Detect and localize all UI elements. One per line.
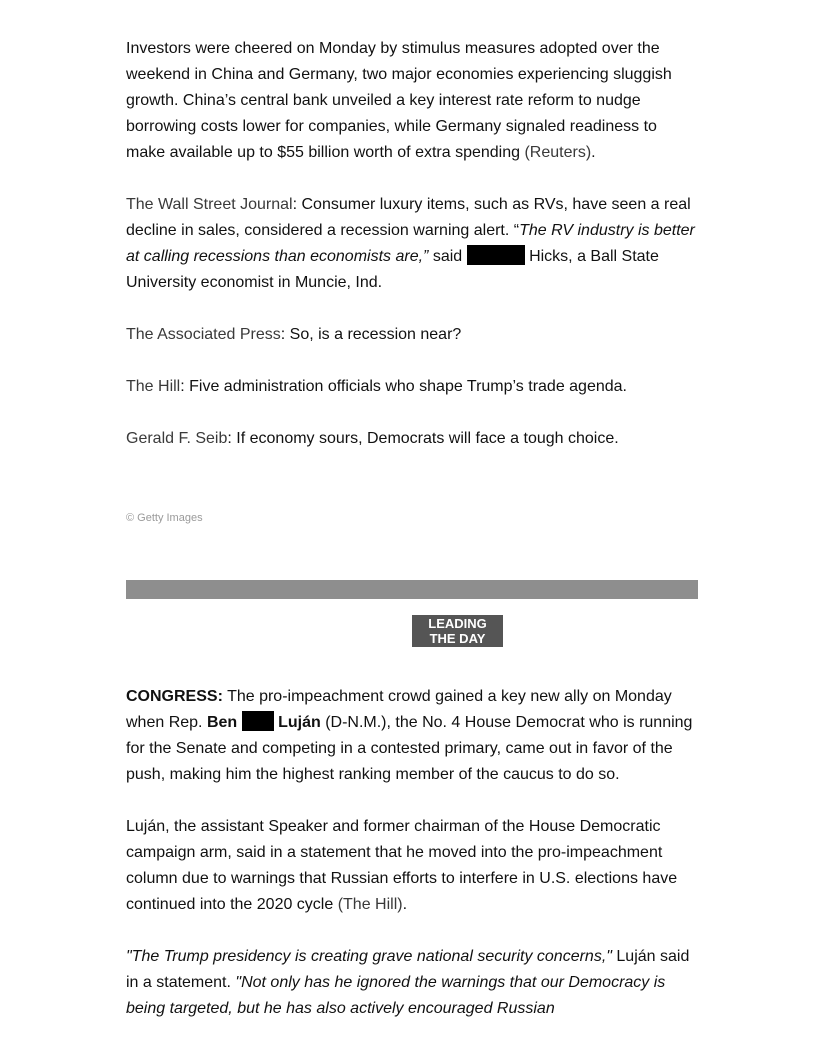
italic-quote: "Not only has he ignored the warnings that our Democracy is being targeted, but he has also actively encouraged Russian	[126, 974, 666, 1017]
source-link-wsj[interactable]: The Wall Street Journal	[126, 196, 293, 213]
paragraph-text: : Five administration officials who shape Trump’s trade agenda.	[180, 378, 627, 395]
paragraph-congress	[126, 684, 700, 788]
paragraph-text: said	[428, 248, 467, 265]
paragraph-seib	[126, 426, 700, 452]
paragraph-ap	[126, 322, 700, 348]
paragraph-text: (D-N.M.), the No. 4 House Democrat who is running for the Senate and competing in a contested primary, came out in favor of the push, making him the highest ranking member of the caucus to do so.	[126, 714, 693, 783]
italic-quote: The RV industry is better at calling recessions than economists are,”	[126, 222, 695, 265]
paragraph-text: Luján, the assistant Speaker and former chairman of the House Democratic campaign arm, said in a statement that he moved into the pro-impeachment column due to warnings that Russian efforts to interfere in U.S. elections have continued into the 2020 cycle	[126, 818, 678, 913]
bold-name: Luján	[278, 714, 321, 731]
section-label: CONGRESS:	[126, 688, 223, 705]
paragraph-text: : So, is a recession near?	[280, 326, 462, 343]
image-credit: © Getty Images	[126, 512, 203, 524]
paragraph-text: The pro-impeachment crowd gained a key new ally on Monday when Rep.	[126, 688, 672, 731]
source-link-seib[interactable]: Gerald F. Seib	[126, 430, 228, 447]
paragraph-text: : If economy sours, Democrats will face a tough choice.	[227, 430, 619, 447]
redaction-box	[467, 245, 525, 265]
paragraph-lujan	[126, 814, 700, 918]
source-link-reuters[interactable]: (Reuters)	[524, 144, 592, 161]
top-section	[126, 36, 700, 452]
badge-line-1: LEADING	[428, 616, 487, 631]
paragraph-quote	[126, 944, 700, 1022]
section-divider	[126, 580, 698, 599]
source-link-the-hill[interactable]: The Hill	[126, 378, 181, 395]
paragraph-text: : Consumer luxury items, such as RVs, have seen a real decline in sales, considered a recession warning alert. “	[126, 196, 691, 239]
paragraph-end: .	[402, 896, 408, 913]
leading-section	[126, 684, 700, 1022]
paragraph-text: Luján said in a statement.	[126, 948, 690, 991]
source-link-ap[interactable]: The Associated Press	[126, 326, 281, 343]
paragraph-text: Hicks, a Ball State University economist in Muncie, Ind.	[126, 248, 659, 291]
paragraph-stimulus	[126, 36, 700, 166]
paragraph-end: .	[591, 144, 596, 161]
paragraph-hill	[126, 374, 700, 400]
paragraph-wsj	[126, 192, 700, 296]
italic-quote: "The Trump presidency is creating grave national security concerns,"	[126, 948, 612, 965]
badge-line-2: THE DAY	[429, 631, 486, 646]
paragraph-text: Investors were cheered on Monday by stimulus measures adopted over the weekend in China and Germany, two major economies experiencing sluggish growth. China’s central bank unveiled a key interest rate reform to nudge borrowing costs lower for companies, while Germany signaled readiness to make available up to $55 billion worth of extra spending	[126, 40, 672, 161]
leading-the-day-badge	[412, 615, 503, 647]
source-link-the-hill-2[interactable]: (The Hill)	[337, 896, 403, 913]
redaction-box	[242, 711, 274, 731]
bold-name: Ben	[206, 714, 238, 731]
